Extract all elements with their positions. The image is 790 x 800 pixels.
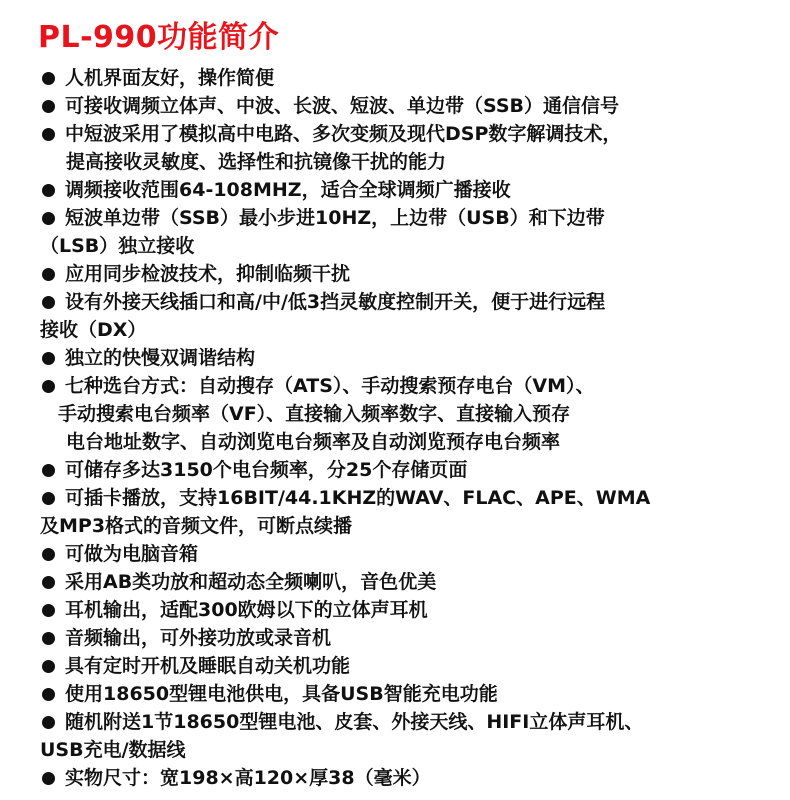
bullet-icon: [42, 576, 55, 589]
bullet-icon: [42, 772, 55, 785]
feature-item: [40, 372, 760, 400]
bullet-icon: [42, 352, 55, 365]
feature-item: [40, 596, 760, 624]
feature-text: （LSB）独立接收: [40, 235, 195, 257]
feature-item-continuation: [40, 232, 760, 260]
feature-item: [40, 708, 760, 736]
feature-text: 电台地址数字、自动浏览电台频率及自动浏览预存电台频率: [66, 431, 561, 453]
feature-text: 提高接收灵敏度、选择性和抗镜像干扰的能力: [66, 151, 447, 173]
bullet-icon: [42, 660, 55, 673]
feature-text: 手动搜索电台频率（VF）、直接输入频率数字、直接输入预存: [58, 403, 571, 425]
feature-item-continuation: [40, 316, 760, 344]
bullet-icon: [42, 184, 55, 197]
feature-item: [40, 652, 760, 680]
feature-text: 独立的快慢双调谐结构: [65, 347, 256, 369]
feature-text: 及MP3格式的音频文件，可断点续播: [40, 515, 353, 537]
feature-text: 使用18650型锂电池供电，具备USB智能充电功能: [65, 683, 498, 705]
bullet-icon: [42, 72, 55, 85]
bullet-icon: [42, 100, 55, 113]
feature-item: [40, 176, 760, 204]
bullet-icon: [42, 380, 55, 393]
feature-text: 短波单边带（SSB）最小步进10HZ，上边带（USB）和下边带: [65, 207, 605, 229]
bullet-icon: [42, 212, 55, 225]
feature-text: 调频接收范围64-108MHZ，适合全球调频广播接收: [65, 179, 511, 201]
feature-text: USB充电/数据线: [40, 739, 186, 761]
feature-text: 采用AB类功放和超动态全频喇叭，音色优美: [65, 571, 437, 593]
feature-text: 音频输出，可外接功放或录音机: [65, 627, 332, 649]
feature-text: 人机界面友好，操作简便: [65, 67, 275, 89]
feature-item-continuation: [40, 736, 760, 764]
page-title: PL-990功能简介: [38, 20, 280, 55]
feature-text: 可接收调频立体声、中波、长波、短波、单边带（SSB）通信信号: [65, 95, 619, 117]
feature-text: 随机附送1节18650型锂电池、皮套、外接天线、HIFI立体声耳机、: [65, 711, 644, 733]
feature-text: 应用同步检波技术，抑制临频干扰: [65, 263, 351, 285]
bullet-icon: [42, 268, 55, 281]
feature-text: 设有外接天线插口和高/中/低3挡灵敏度控制开关，便于进行远程: [65, 291, 606, 313]
feature-item-continuation: [40, 148, 760, 176]
feature-item: [40, 624, 760, 652]
feature-text: 七种选台方式：自动搜存（ATS）、手动搜索预存电台（VM）、: [65, 375, 595, 397]
feature-item: [40, 288, 760, 316]
bullet-icon: [42, 492, 55, 505]
feature-text: 接收（DX）: [40, 319, 147, 341]
feature-text: 可储存多达3150个电台频率，分25个存储页面: [65, 459, 468, 481]
feature-text: 耳机输出，适配300欧姆以下的立体声耳机: [65, 599, 428, 621]
feature-item-continuation: [40, 428, 760, 456]
feature-item-continuation: [40, 400, 760, 428]
feature-item: [40, 680, 760, 708]
bullet-icon: [42, 464, 55, 477]
feature-item: [40, 344, 760, 372]
bullet-icon: [42, 128, 55, 141]
feature-item: [40, 456, 760, 484]
feature-text: 中短波采用了模拟高中电路、多次变频及现代DSP数字解调技术，: [65, 123, 622, 145]
feature-text: 可做为电脑音箱: [65, 543, 199, 565]
feature-item: [40, 204, 760, 232]
bullet-icon: [42, 548, 55, 561]
bullet-icon: [42, 716, 55, 729]
feature-list: [40, 64, 760, 792]
bullet-icon: [42, 296, 55, 309]
feature-text: 实物尺寸：宽198×高120×厚38（毫米）: [65, 767, 431, 789]
bullet-icon: [42, 604, 55, 617]
feature-item: [40, 484, 760, 512]
feature-item: [40, 764, 760, 792]
feature-item: [40, 540, 760, 568]
feature-item: [40, 120, 760, 148]
feature-item: [40, 260, 760, 288]
feature-text: 具有定时开机及睡眠自动关机功能: [65, 655, 351, 677]
feature-text: 可插卡播放，支持16BIT/44.1KHZ的WAV、FLAC、APE、WMA: [65, 487, 651, 509]
feature-item: [40, 64, 760, 92]
bullet-icon: [42, 632, 55, 645]
bullet-icon: [42, 688, 55, 701]
feature-item-continuation: [40, 512, 760, 540]
feature-item: [40, 92, 760, 120]
feature-item: [40, 568, 760, 596]
